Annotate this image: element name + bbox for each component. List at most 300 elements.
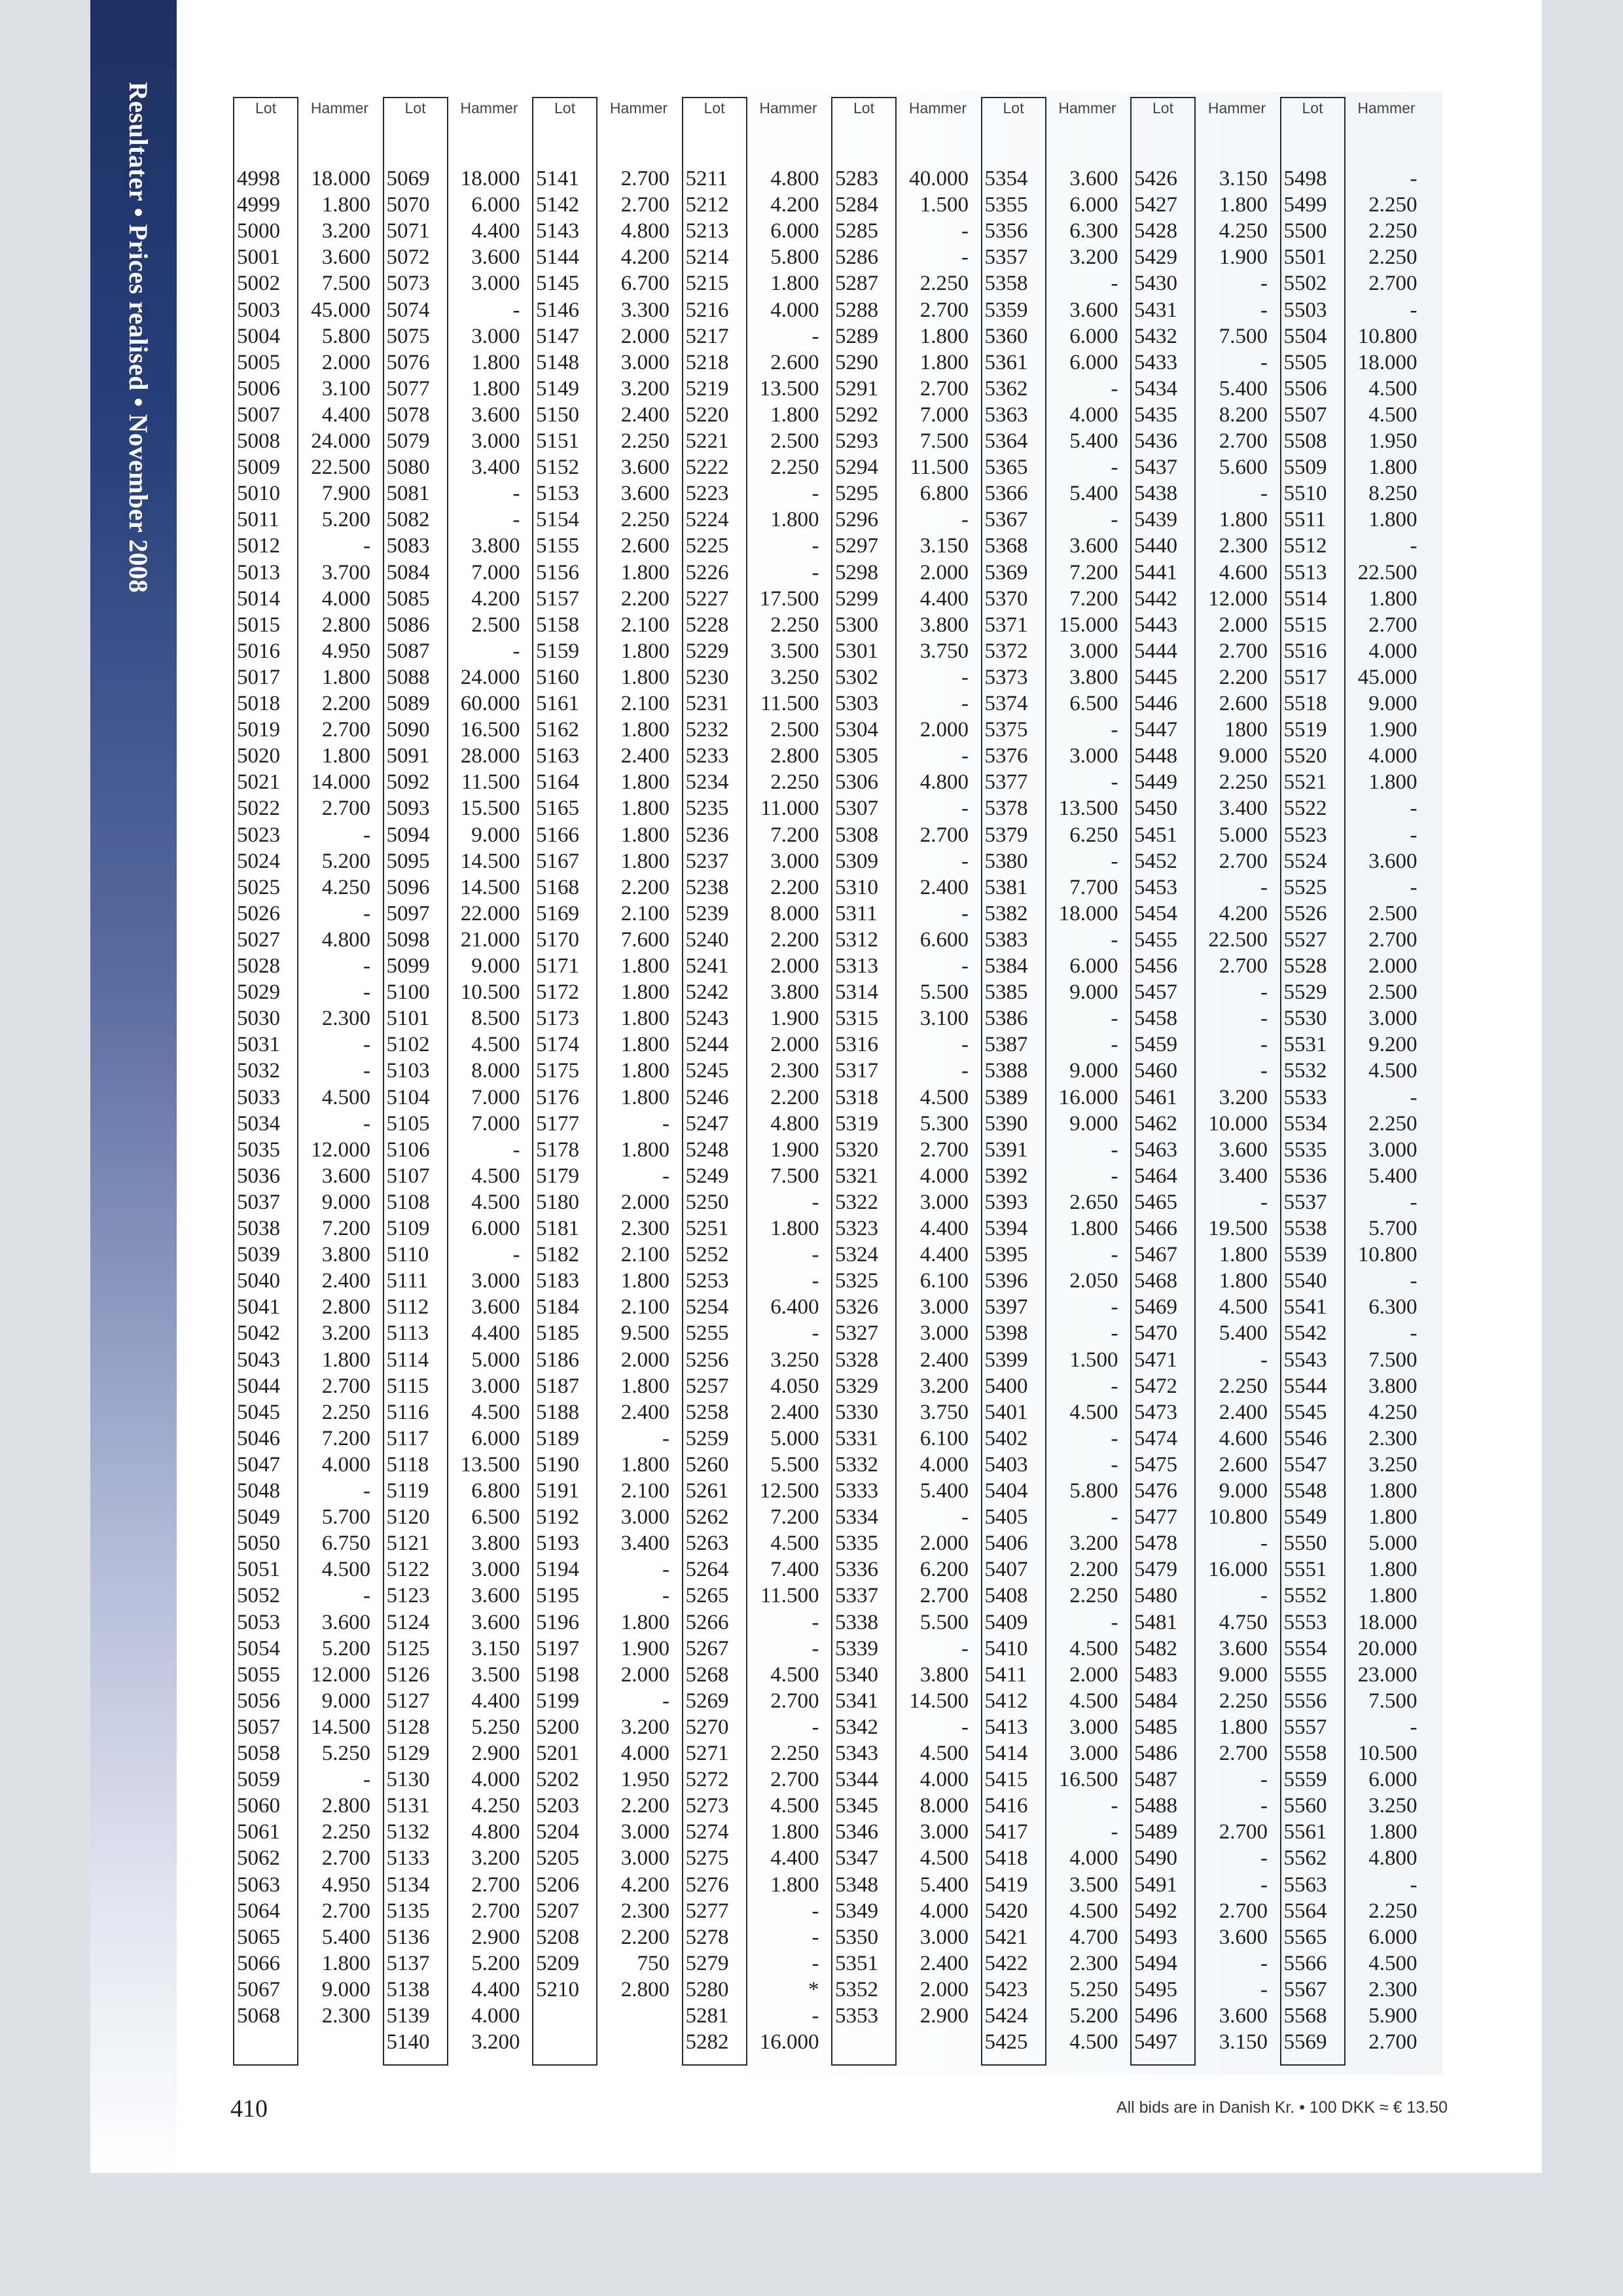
hammer-price: - <box>961 1636 969 1660</box>
hammer-price: 3.750 <box>919 639 969 663</box>
hammer-price: 18.000 <box>460 167 520 190</box>
hammer-price: 4.000 <box>919 1452 969 1477</box>
lot-number: 5073 <box>386 272 430 296</box>
hammer-price: 2.300 <box>620 1899 669 1923</box>
hammer-price: 2.700 <box>1219 1820 1268 1844</box>
lot-number: 5169 <box>536 901 579 925</box>
lot-number: 5339 <box>835 1636 878 1660</box>
lot-number: 5549 <box>1283 1505 1327 1530</box>
lot-number: 5539 <box>1283 1243 1327 1267</box>
lot-number: 5394 <box>984 1217 1028 1240</box>
lot-number: 5083 <box>386 534 430 558</box>
hammer-price: 1.800 <box>620 1059 669 1083</box>
lot-number: 5054 <box>237 1636 280 1660</box>
hammer-price: 3.150 <box>1219 167 1268 190</box>
lot-number: 5219 <box>685 376 729 401</box>
hammer-price: 3.000 <box>1368 1138 1418 1162</box>
hammer-price: 9.000 <box>471 823 520 847</box>
lot-number: 5430 <box>1134 272 1177 296</box>
hammer-price: 1.800 <box>1219 508 1268 532</box>
hammer-price: 3.800 <box>1069 665 1118 689</box>
hammer-price: 2.200 <box>1069 1558 1118 1582</box>
hammer-price: - <box>961 219 969 243</box>
lot-number: 5474 <box>1134 1426 1177 1450</box>
lot-number: 5400 <box>984 1374 1028 1398</box>
hammer-price: 4.500 <box>1368 376 1418 401</box>
lot-number: 5180 <box>536 1190 579 1214</box>
hammer-price: 16.000 <box>759 2030 819 2054</box>
hammer-price: - <box>1111 456 1118 480</box>
hammer-price: - <box>1111 927 1118 952</box>
lot-number: 5357 <box>984 245 1028 270</box>
lot-number: 5483 <box>1134 1662 1177 1687</box>
lot-number: 5326 <box>835 1295 878 1319</box>
hammer-price: - <box>363 954 370 978</box>
lot-number: 5146 <box>536 298 579 322</box>
hammer-price: - <box>1111 1243 1118 1267</box>
hammer-price: 2.200 <box>321 692 370 715</box>
lot-number: 5164 <box>536 770 579 795</box>
lot-number: 5348 <box>835 1873 878 1897</box>
hammer-price: 2.500 <box>1368 901 1418 925</box>
lot-number: 5416 <box>984 1794 1028 1818</box>
hammer-price: 5.400 <box>1219 376 1268 401</box>
lot-number: 5338 <box>835 1610 878 1634</box>
lot-number: 5150 <box>536 403 579 427</box>
lot-number: 5132 <box>386 1820 430 1844</box>
lot-number: 5446 <box>1134 692 1177 715</box>
hammer-price: 9.000 <box>1368 692 1418 715</box>
hammer-price: 8.500 <box>471 1007 520 1031</box>
lot-number: 5408 <box>984 1584 1028 1608</box>
hammer-price: 5.000 <box>1219 823 1268 847</box>
lot-number: 5351 <box>835 1951 878 1975</box>
lot-number: 5064 <box>237 1899 280 1923</box>
lot-number: 5564 <box>1283 1899 1327 1923</box>
lot-number: 5003 <box>237 298 280 322</box>
lot-number: 5012 <box>237 534 280 558</box>
hammer-price: 3.000 <box>620 350 669 374</box>
lot-number: 5190 <box>536 1452 579 1477</box>
hammer-price: 3.000 <box>919 1321 969 1346</box>
lot-number: 5431 <box>1134 298 1177 322</box>
hammer-price: 2.700 <box>620 193 669 217</box>
hammer-price: 3.700 <box>321 560 370 584</box>
lot-number: 5115 <box>386 1374 429 1398</box>
lot-number: 5428 <box>1134 219 1177 243</box>
hammer-price: 28.000 <box>460 744 520 768</box>
lot-number: 5387 <box>984 1033 1028 1057</box>
hammer-price: 17.500 <box>759 586 819 611</box>
lot-number: 5519 <box>1283 718 1327 742</box>
lot-number: 5105 <box>386 1111 430 1136</box>
lot-number: 5281 <box>685 2004 729 2028</box>
hammer-price: 3.000 <box>919 1925 969 1949</box>
lot-number: 5212 <box>685 193 729 217</box>
hammer-price: 4.200 <box>770 193 819 217</box>
lot-number: 5100 <box>386 980 430 1005</box>
hammer-price: 18.000 <box>311 167 370 190</box>
lot-number: 5223 <box>685 482 729 506</box>
lot-number: 5287 <box>835 272 878 296</box>
hammer-price: - <box>812 1190 819 1214</box>
hammer-price: 4.000 <box>919 1899 969 1923</box>
hammer-price: 4.500 <box>471 1033 520 1057</box>
lot-number: 5343 <box>835 1742 878 1765</box>
hammer-price: 1.800 <box>1069 1217 1118 1240</box>
hammer-price: 4.500 <box>919 1085 969 1109</box>
lot-number: 5509 <box>1283 456 1327 480</box>
hammer-price: 8.000 <box>919 1794 969 1818</box>
hammer-price: 20.000 <box>1357 1636 1418 1660</box>
lot-number: 5527 <box>1283 927 1327 952</box>
hammer-price: 3.000 <box>1069 744 1118 768</box>
lot-number: 5004 <box>237 324 280 348</box>
lot-number: 5363 <box>984 403 1028 427</box>
hammer-price: 3.800 <box>471 534 520 558</box>
lot-number: 5530 <box>1283 1007 1327 1031</box>
hammer-price: 16.500 <box>1058 1768 1118 1792</box>
hammer-price: 7.000 <box>471 1111 520 1136</box>
hammer-price: 3.600 <box>1069 167 1118 190</box>
lot-number: 5494 <box>1134 1951 1177 1975</box>
lot-number: 5308 <box>835 823 878 847</box>
lot-number: 5188 <box>536 1400 579 1424</box>
lot-number: 5081 <box>386 482 430 506</box>
lot-number: 5001 <box>237 245 280 270</box>
hammer-price: 1.800 <box>1368 508 1418 532</box>
hammer-price: 1.800 <box>1368 1558 1418 1582</box>
hammer-price: 4.000 <box>471 2004 520 2028</box>
hammer-price: - <box>512 508 520 532</box>
lot-number: 5225 <box>685 534 729 558</box>
hammer-price: 4.400 <box>471 219 520 243</box>
hammer-price: 5.200 <box>1069 2004 1118 2028</box>
hammer-price: 5.250 <box>321 1742 370 1765</box>
hammer-price: 1.800 <box>770 272 819 296</box>
hammer-price: 2.250 <box>620 508 669 532</box>
lot-number: 5022 <box>237 797 280 821</box>
hammer-price: 9.000 <box>1069 1059 1118 1083</box>
lot-number: 5034 <box>237 1111 280 1136</box>
hammer-price: - <box>961 849 969 873</box>
hammer-price: 2.200 <box>770 875 819 899</box>
hammer-price: 2.100 <box>620 1479 669 1503</box>
hammer-price: 9.000 <box>1219 1662 1268 1687</box>
lot-number: 5070 <box>386 193 430 217</box>
lot-number: 5178 <box>536 1138 579 1162</box>
hammer-price: 1.800 <box>321 1348 370 1372</box>
hammer-price: 7.700 <box>1069 875 1118 899</box>
hammer-price: 7.200 <box>321 1217 370 1240</box>
hammer-price: 1.900 <box>1219 245 1268 270</box>
lot-number: 5269 <box>685 1689 729 1713</box>
lot-number: 5095 <box>386 849 430 873</box>
lot-number: 5364 <box>984 429 1028 453</box>
hammer-price: - <box>812 1243 819 1267</box>
lot-number: 5356 <box>984 219 1028 243</box>
hammer-price: 4.250 <box>1368 1400 1418 1424</box>
hammer-price: 5.400 <box>321 1925 370 1949</box>
lot-number: 5183 <box>536 1269 579 1293</box>
lot-number: 5136 <box>386 1925 430 1949</box>
hammer-price: 2.400 <box>620 744 669 768</box>
hammer-price: 2.700 <box>770 1689 819 1713</box>
hammer-price: 3.000 <box>620 1820 669 1844</box>
hammer-price: 16.000 <box>1208 1558 1268 1582</box>
lot-number: 5042 <box>237 1321 280 1346</box>
hammer-price: 2.400 <box>919 1348 969 1372</box>
lot-number: 5255 <box>685 1321 729 1346</box>
hammer-price: - <box>812 534 819 558</box>
lot-number: 5006 <box>237 376 280 401</box>
lot-number: 5322 <box>835 1190 878 1214</box>
lot-number: 5043 <box>237 1348 280 1372</box>
hammer-price: 2.000 <box>620 1348 669 1372</box>
lot-number: 5492 <box>1134 1899 1177 1923</box>
hammer-header: Hammer <box>1357 99 1416 117</box>
lot-number: 5306 <box>835 770 878 795</box>
lot-number: 5135 <box>386 1899 430 1923</box>
lot-number: 5221 <box>685 429 729 453</box>
lot-number: 5161 <box>536 692 579 715</box>
hammer-header: Hammer <box>1207 99 1266 117</box>
hammer-price: 6.800 <box>471 1479 520 1503</box>
lot-number: 5518 <box>1283 692 1327 715</box>
lot-number: 5372 <box>984 639 1028 663</box>
lot-number: 5264 <box>685 1558 729 1582</box>
hammer-price: - <box>961 1059 969 1083</box>
lot-number: 5424 <box>984 2004 1028 2028</box>
lot-number: 5246 <box>685 1085 729 1109</box>
lot-number: 5224 <box>685 508 729 532</box>
hammer-price: 2.700 <box>770 1768 819 1792</box>
lot-number: 5554 <box>1283 1636 1327 1660</box>
hammer-price: 10.000 <box>1208 1111 1268 1136</box>
hammer-price: 7.400 <box>770 1558 819 1582</box>
hammer-price: 3.000 <box>1368 1007 1418 1031</box>
lot-number: 5046 <box>237 1426 280 1450</box>
hammer-price: 1.800 <box>471 376 520 401</box>
lot-number: 5395 <box>984 1243 1028 1267</box>
hammer-price: 2.250 <box>1219 1374 1268 1398</box>
hammer-price: - <box>1260 1951 1268 1975</box>
lot-header: Lot <box>853 99 874 117</box>
lot-number: 5065 <box>237 1925 280 1949</box>
lot-number: 5089 <box>386 692 430 715</box>
lot-number: 5074 <box>386 298 430 322</box>
lot-number: 5481 <box>1134 1610 1177 1634</box>
lot-number: 5277 <box>685 1899 729 1923</box>
lot-number: 5385 <box>984 980 1028 1005</box>
hammer-price: 2.600 <box>620 534 669 558</box>
hammer-price: 6.000 <box>471 193 520 217</box>
hammer-price: - <box>812 324 819 348</box>
lot-number: 5525 <box>1283 875 1327 899</box>
lot-number: 5299 <box>835 586 878 611</box>
hammer-price: 4.500 <box>1368 403 1418 427</box>
hammer-price: 1.900 <box>770 1007 819 1031</box>
hammer-price: 12.000 <box>311 1138 370 1162</box>
hammer-price: 2.900 <box>919 2004 969 2028</box>
hammer-price: 10.800 <box>1357 324 1418 348</box>
lot-number: 5145 <box>536 272 579 296</box>
lot-number: 5340 <box>835 1662 878 1687</box>
lot-number: 5092 <box>386 770 430 795</box>
hammer-price: 6.000 <box>1069 350 1118 374</box>
hammer-price: - <box>1111 770 1118 795</box>
hammer-price: 2.100 <box>620 901 669 925</box>
hammer-price: 3.600 <box>321 245 370 270</box>
lot-number: 5537 <box>1283 1190 1327 1214</box>
lot-number: 5174 <box>536 1033 579 1057</box>
hammer-price: - <box>1410 1085 1418 1109</box>
hammer-price: 7.000 <box>919 403 969 427</box>
hammer-price: 2.500 <box>1368 980 1418 1005</box>
hammer-price: 2.600 <box>1219 692 1268 715</box>
hammer-price: 1.800 <box>620 954 669 978</box>
hammer-price: 2.300 <box>321 1007 370 1031</box>
lot-number: 5480 <box>1134 1584 1177 1608</box>
hammer-price: 3.600 <box>620 482 669 506</box>
hammer-price: 3.400 <box>1219 797 1268 821</box>
lot-number: 5195 <box>536 1584 579 1608</box>
hammer-price: 1.800 <box>1368 770 1418 795</box>
lot-number: 5382 <box>984 901 1028 925</box>
hammer-price: 4.400 <box>471 1321 520 1346</box>
lot-number: 5367 <box>984 508 1028 532</box>
hammer-price: - <box>1260 1584 1268 1608</box>
lot-number: 5442 <box>1134 586 1177 611</box>
lot-number: 5167 <box>536 849 579 873</box>
hammer-price: 6.250 <box>1069 823 1118 847</box>
lot-number: 5491 <box>1134 1873 1177 1897</box>
hammer-price: 6.300 <box>1069 219 1118 243</box>
hammer-price: 3.600 <box>471 1295 520 1319</box>
hammer-price: 2.700 <box>919 823 969 847</box>
lot-number: 5307 <box>835 797 878 821</box>
lot-number: 5330 <box>835 1400 878 1424</box>
lot-number: 5456 <box>1134 954 1177 978</box>
lot-number: 5078 <box>386 403 430 427</box>
side-title: Resultater • Prices realised • November 2008 <box>124 82 153 593</box>
hammer-price: 1.800 <box>620 560 669 584</box>
lot-number: 5520 <box>1283 744 1327 768</box>
hammer-price: 5.000 <box>471 1348 520 1372</box>
lot-number: 5354 <box>984 167 1028 190</box>
lot-number: 5454 <box>1134 901 1177 925</box>
hammer-price: 4.950 <box>321 1873 370 1897</box>
hammer-price: - <box>1260 1846 1268 1871</box>
hammer-price: 3.000 <box>620 1846 669 1871</box>
lot-number: 5533 <box>1283 1085 1327 1109</box>
lot-number: 5056 <box>237 1689 280 1713</box>
lot-number: 5487 <box>1134 1768 1177 1792</box>
lot-number: 5532 <box>1283 1059 1327 1083</box>
lot-number: 5460 <box>1134 1059 1177 1083</box>
hammer-price: - <box>1260 1794 1268 1818</box>
hammer-price: - <box>961 954 969 978</box>
hammer-price: - <box>662 1164 669 1188</box>
lot-number: 5088 <box>386 665 430 689</box>
hammer-price: 1.800 <box>620 1033 669 1057</box>
hammer-price: 10.800 <box>1357 1243 1418 1267</box>
lot-number: 5550 <box>1283 1532 1327 1556</box>
lot-number: 5125 <box>386 1636 430 1660</box>
lot-number: 5383 <box>984 927 1028 952</box>
lot-number: 5469 <box>1134 1295 1177 1319</box>
hammer-price: 2.300 <box>1069 1951 1118 1975</box>
hammer-price: 1.800 <box>1219 1269 1268 1293</box>
lot-number: 5047 <box>237 1452 280 1477</box>
lot-number: 5508 <box>1283 429 1327 453</box>
lot-number: 5237 <box>685 849 729 873</box>
hammer-price: - <box>1260 1059 1268 1083</box>
lot-number: 5366 <box>984 482 1028 506</box>
lot-number: 5265 <box>685 1584 729 1608</box>
lot-number: 5560 <box>1283 1794 1327 1818</box>
lot-number: 5513 <box>1283 560 1327 584</box>
lot-number: 5304 <box>835 718 878 742</box>
hammer-price: 4.400 <box>919 1243 969 1267</box>
hammer-price: 4.400 <box>919 586 969 611</box>
hammer-price: 4.750 <box>1219 1610 1268 1634</box>
hammer-price: 4.800 <box>1368 1846 1418 1871</box>
lot-number: 5284 <box>835 193 878 217</box>
hammer-price: 750 <box>637 1951 669 1975</box>
lot-number: 5459 <box>1134 1033 1177 1057</box>
lot-number: 5373 <box>984 665 1028 689</box>
lot-number: 5196 <box>536 1610 579 1634</box>
hammer-price: - <box>1410 1190 1418 1214</box>
lot-number: 5296 <box>835 508 878 532</box>
hammer-price: 1.800 <box>620 1610 669 1634</box>
hammer-price: - <box>363 1584 370 1608</box>
hammer-price: 19.500 <box>1208 1217 1268 1240</box>
lot-number: 5552 <box>1283 1584 1327 1608</box>
hammer-price: - <box>363 1768 370 1792</box>
lot-number: 5226 <box>685 560 729 584</box>
lot-number: 5206 <box>536 1873 579 1897</box>
lot-number: 5526 <box>1283 901 1327 925</box>
hammer-price: 2.700 <box>1219 429 1268 453</box>
lot-number: 5057 <box>237 1715 280 1739</box>
hammer-price: 2.800 <box>321 1794 370 1818</box>
hammer-price: 24.000 <box>460 665 520 689</box>
hammer-price: - <box>1260 1873 1268 1897</box>
hammer-price: - <box>363 1111 370 1136</box>
hammer-price: 2.700 <box>1219 849 1268 873</box>
lot-number: 5041 <box>237 1295 280 1319</box>
lot-number: 5349 <box>835 1899 878 1923</box>
lot-number: 5489 <box>1134 1820 1177 1844</box>
hammer-price: 1.800 <box>770 508 819 532</box>
hammer-price: 7.900 <box>321 482 370 506</box>
lot-number: 5301 <box>835 639 878 663</box>
hammer-price: 12.000 <box>311 1662 370 1687</box>
lot-number: 5295 <box>835 482 878 506</box>
lot-number: 5049 <box>237 1505 280 1530</box>
lot-number: 5314 <box>835 980 878 1005</box>
hammer-price: 3.000 <box>919 1820 969 1844</box>
hammer-price: 4.500 <box>1069 1636 1118 1660</box>
hammer-price: 4.500 <box>471 1400 520 1424</box>
hammer-price: 3.200 <box>471 1846 520 1871</box>
hammer-price: 4.000 <box>321 586 370 611</box>
hammer-price: 4.000 <box>1368 639 1418 663</box>
lot-number: 5384 <box>984 954 1028 978</box>
hammer-price: - <box>812 2004 819 2028</box>
